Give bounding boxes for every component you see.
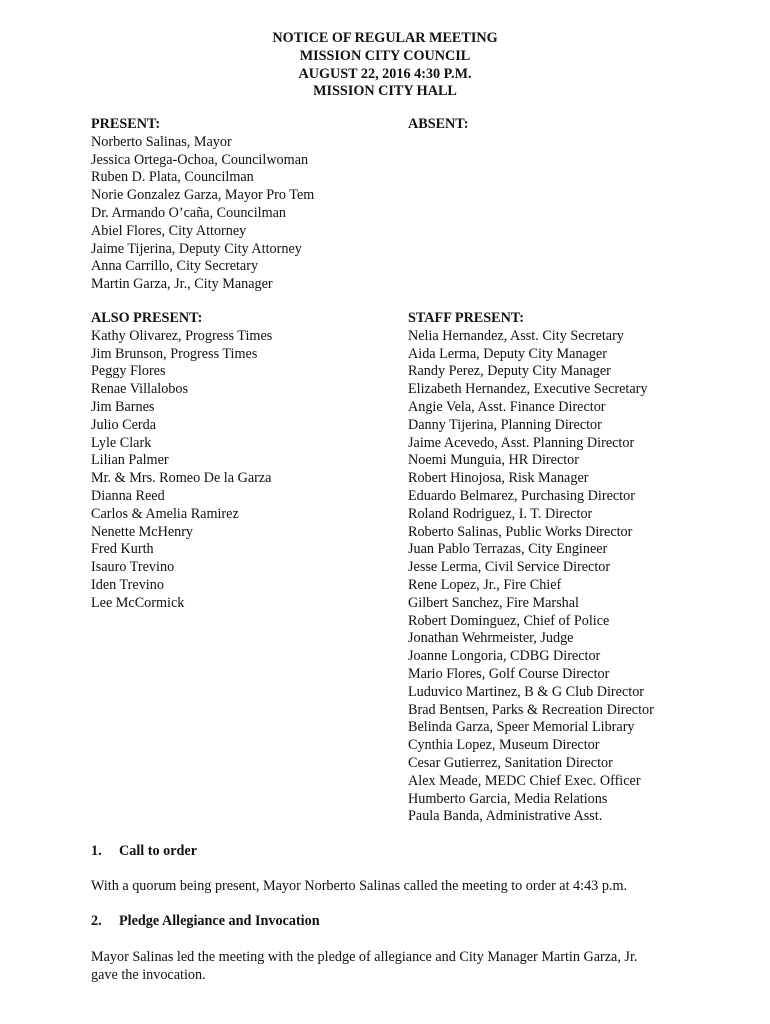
list-item: Peggy Flores: [91, 363, 166, 380]
present-list: [91, 116, 391, 294]
list-item: Jim Brunson, Progress Times: [91, 345, 258, 362]
absent-list: [408, 116, 748, 134]
list-item: Elizabeth Hernandez, Executive Secretary: [408, 381, 648, 398]
list-item: Iden Trevino: [91, 576, 164, 593]
section-number: 2.: [91, 913, 102, 929]
list-item: Gilbert Sanchez, Fire Marshal: [408, 594, 579, 611]
list-item: Dianna Reed: [91, 487, 165, 504]
absent-heading: ABSENT:: [408, 116, 469, 132]
section-title: Call to order: [119, 843, 198, 859]
list-item: Norie Gonzalez Garza, Mayor Pro Tem: [91, 187, 315, 204]
list-item: Joanne Longoria, CDBG Director: [408, 648, 601, 665]
list-item: Noemi Munguia, HR Director: [408, 452, 580, 469]
list-item: Randy Perez, Deputy City Manager: [408, 363, 611, 380]
list-item: Humberto Garcia, Media Relations: [408, 790, 608, 807]
also-present-list: [91, 310, 391, 613]
list-item: Isauro Trevino: [91, 559, 175, 576]
list-item: Brad Bentsen, Parks & Recreation Director: [408, 701, 654, 718]
list-item: Lee McCormick: [91, 594, 185, 611]
list-item: Jaime Acevedo, Asst. Planning Director: [408, 434, 635, 451]
list-item: Nelia Hernandez, Asst. City Secretary: [408, 327, 624, 344]
paragraph-line: With a quorum being present, Mayor Norberto Salinas called the meeting to order at 4:43 p.m.: [91, 878, 628, 894]
section-heading-pledge-invocation: [91, 913, 320, 931]
present-heading: PRESENT:: [91, 116, 161, 132]
list-item: Robert Hinojosa, Risk Manager: [408, 470, 589, 487]
list-item: Lilian Palmer: [91, 452, 169, 469]
list-item: Kathy Olivarez, Progress Times: [91, 327, 273, 344]
section-number: 1.: [91, 843, 102, 859]
list-item: Danny Tijerina, Planning Director: [408, 416, 602, 433]
list-item: Eduardo Belmarez, Purchasing Director: [408, 487, 635, 504]
list-item: Jessica Ortega-Ochoa, Councilwoman: [91, 151, 309, 168]
also-present-heading: ALSO PRESENT:: [91, 310, 203, 326]
list-item: Norberto Salinas, Mayor: [91, 133, 232, 150]
list-item: Jim Barnes: [91, 398, 155, 415]
staff-present-heading: STAFF PRESENT:: [408, 310, 525, 326]
list-item: Martin Garza, Jr., City Manager: [91, 276, 273, 293]
list-item: Cesar Gutierrez, Sanitation Director: [408, 754, 613, 771]
list-item: Lyle Clark: [91, 434, 152, 451]
list-item: Roberto Salinas, Public Works Director: [408, 523, 633, 540]
section-title: Pledge Allegiance and Invocation: [119, 913, 320, 929]
list-item: Aida Lerma, Deputy City Manager: [408, 345, 607, 362]
list-item: Anna Carrillo, City Secretary: [91, 258, 259, 275]
list-item: Jonathan Wehrmeister, Judge: [408, 630, 574, 647]
section-body-call-to-order: [91, 878, 691, 896]
list-item: Jaime Tijerina, Deputy City Attorney: [91, 240, 302, 257]
document-header: [0, 30, 770, 101]
list-item: Ruben D. Plata, Councilman: [91, 169, 254, 186]
list-item: Mario Flores, Golf Course Director: [408, 665, 610, 682]
section-heading-call-to-order: [91, 843, 197, 861]
section-body-pledge-invocation: [91, 949, 691, 985]
list-item: Belinda Garza, Speer Memorial Library: [408, 719, 635, 736]
list-item: Dr. Armando O’caña, Councilman: [91, 204, 287, 221]
list-item: Renae Villalobos: [91, 381, 188, 398]
list-item: Angie Vela, Asst. Finance Director: [408, 398, 606, 415]
header-council: MISSION CITY COUNCIL: [299, 47, 471, 64]
list-item: Fred Kurth: [91, 541, 154, 558]
list-item: Alex Meade, MEDC Chief Exec. Officer: [408, 772, 641, 789]
list-item: Paula Banda, Administrative Asst.: [408, 808, 603, 825]
list-item: Juan Pablo Terrazas, City Engineer: [408, 541, 608, 558]
header-location: MISSION CITY HALL: [313, 83, 457, 100]
list-item: Roland Rodriguez, I. T. Director: [408, 505, 593, 522]
paragraph-line: gave the invocation.: [91, 966, 206, 983]
paragraph-line: Mayor Salinas led the meeting with the pledge of allegiance and City Manager Martin Garza, Jr.: [91, 949, 638, 965]
list-item: Rene Lopez, Jr., Fire Chief: [408, 576, 562, 593]
list-item: Jesse Lerma, Civil Service Director: [408, 559, 611, 576]
list-item: Mr. & Mrs. Romeo De la Garza: [91, 470, 272, 487]
list-item: Robert Dominguez, Chief of Police: [408, 612, 610, 629]
header-notice: NOTICE OF REGULAR MEETING: [272, 30, 498, 46]
staff-present-list: [408, 310, 748, 826]
list-item: Luduvico Martinez, B & G Club Director: [408, 683, 645, 700]
list-item: Abiel Flores, City Attorney: [91, 222, 247, 239]
list-item: Carlos & Amelia Ramirez: [91, 505, 239, 522]
list-item: Cynthia Lopez, Museum Director: [408, 737, 600, 754]
list-item: Nenette McHenry: [91, 523, 194, 540]
list-item: Julio Cerda: [91, 416, 157, 433]
header-date: AUGUST 22, 2016 4:30 P.M.: [298, 65, 472, 82]
